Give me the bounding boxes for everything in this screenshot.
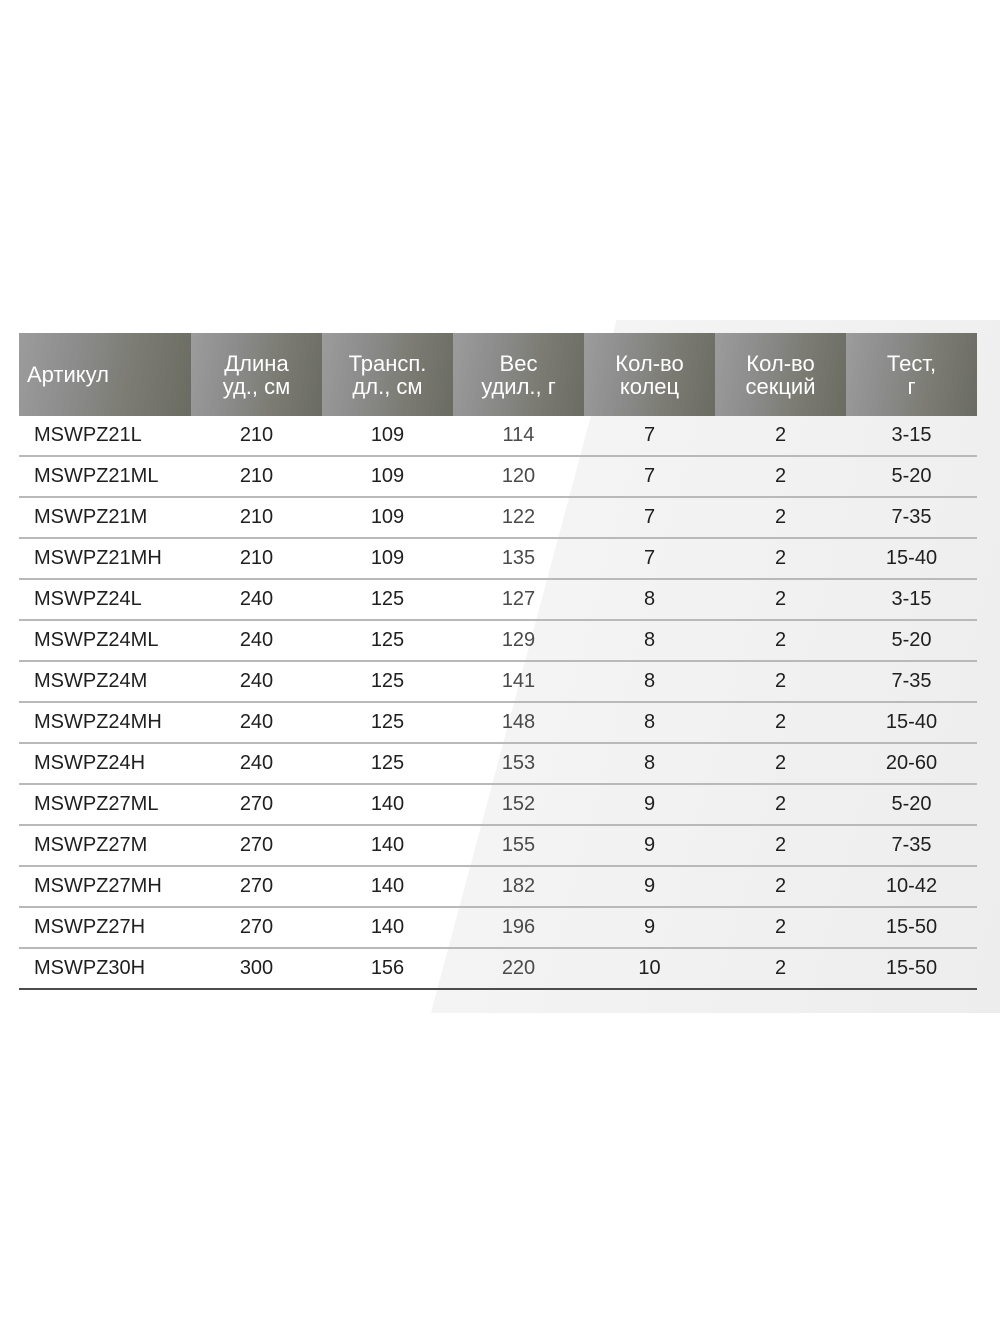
cell-test: 10-42 [846, 866, 977, 907]
table-header-row [19, 333, 977, 416]
cell-transport-length: 109 [322, 416, 453, 456]
table-row [19, 497, 977, 538]
cell-test: 7-35 [846, 661, 977, 702]
cell-rings: 8 [584, 620, 715, 661]
cell-length: 240 [191, 620, 322, 661]
cell-transport-length: 125 [322, 620, 453, 661]
cell-transport-length: 140 [322, 866, 453, 907]
cell-length: 210 [191, 456, 322, 497]
cell-test: 15-50 [846, 948, 977, 989]
table-row [19, 416, 977, 456]
cell-sections: 2 [715, 579, 846, 620]
cell-article: MSWPZ24H [19, 743, 191, 784]
header-test-label: Тест, г [886, 350, 937, 399]
cell-weight: 120 [453, 456, 584, 497]
cell-weight: 141 [453, 661, 584, 702]
table-row [19, 825, 977, 866]
table-row [19, 538, 977, 579]
cell-weight: 152 [453, 784, 584, 825]
cell-sections: 2 [715, 497, 846, 538]
cell-sections: 2 [715, 456, 846, 497]
cell-weight: 114 [453, 416, 584, 456]
cell-test: 20-60 [846, 743, 977, 784]
cell-length: 240 [191, 743, 322, 784]
cell-weight: 135 [453, 538, 584, 579]
header-transport-length-label: Трансп. дл., см [348, 350, 427, 399]
cell-sections: 2 [715, 784, 846, 825]
cell-length: 270 [191, 907, 322, 948]
table-row [19, 579, 977, 620]
cell-transport-length: 140 [322, 825, 453, 866]
header-rings [584, 333, 715, 416]
cell-length: 270 [191, 866, 322, 907]
table-row [19, 456, 977, 497]
cell-article: MSWPZ27MH [19, 866, 191, 907]
cell-test: 15-40 [846, 538, 977, 579]
cell-article: MSWPZ21MH [19, 538, 191, 579]
cell-rings: 8 [584, 702, 715, 743]
header-sections-label: Кол-во секций [745, 350, 816, 399]
cell-article: MSWPZ21ML [19, 456, 191, 497]
cell-transport-length: 125 [322, 743, 453, 784]
cell-article: MSWPZ21L [19, 416, 191, 456]
cell-weight: 129 [453, 620, 584, 661]
header-length [191, 333, 322, 416]
cell-article: MSWPZ30H [19, 948, 191, 989]
header-transport-length [322, 333, 453, 416]
cell-article: MSWPZ24ML [19, 620, 191, 661]
cell-length: 240 [191, 702, 322, 743]
cell-test: 5-20 [846, 456, 977, 497]
cell-article: MSWPZ27ML [19, 784, 191, 825]
table-row [19, 907, 977, 948]
cell-rings: 9 [584, 825, 715, 866]
cell-length: 270 [191, 825, 322, 866]
header-length-label: Длина уд., см [222, 350, 291, 399]
cell-rings: 8 [584, 743, 715, 784]
cell-weight: 196 [453, 907, 584, 948]
table-row [19, 784, 977, 825]
cell-rings: 9 [584, 784, 715, 825]
cell-transport-length: 140 [322, 907, 453, 948]
cell-transport-length: 109 [322, 497, 453, 538]
cell-sections: 2 [715, 661, 846, 702]
cell-article: MSWPZ24M [19, 661, 191, 702]
cell-rings: 9 [584, 866, 715, 907]
cell-sections: 2 [715, 416, 846, 456]
table-row [19, 661, 977, 702]
cell-test: 3-15 [846, 579, 977, 620]
header-weight [453, 333, 584, 416]
cell-weight: 148 [453, 702, 584, 743]
cell-length: 240 [191, 579, 322, 620]
cell-length: 300 [191, 948, 322, 989]
cell-length: 270 [191, 784, 322, 825]
header-rings-label: Кол-во колец [615, 350, 684, 399]
table-row [19, 866, 977, 907]
cell-test: 7-35 [846, 825, 977, 866]
cell-rings: 9 [584, 907, 715, 948]
cell-rings: 8 [584, 661, 715, 702]
table-row [19, 948, 977, 989]
cell-article: MSWPZ27H [19, 907, 191, 948]
cell-weight: 182 [453, 866, 584, 907]
cell-sections: 2 [715, 866, 846, 907]
cell-sections: 2 [715, 907, 846, 948]
cell-test: 15-40 [846, 702, 977, 743]
cell-test: 7-35 [846, 497, 977, 538]
cell-test: 3-15 [846, 416, 977, 456]
cell-length: 210 [191, 538, 322, 579]
cell-sections: 2 [715, 825, 846, 866]
cell-article: MSWPZ27M [19, 825, 191, 866]
cell-sections: 2 [715, 702, 846, 743]
cell-length: 210 [191, 497, 322, 538]
table-row [19, 702, 977, 743]
cell-article: MSWPZ21M [19, 497, 191, 538]
cell-rings: 10 [584, 948, 715, 989]
header-weight-label: Вес удил., г [481, 350, 556, 399]
cell-article: MSWPZ24L [19, 579, 191, 620]
cell-transport-length: 125 [322, 702, 453, 743]
table-row [19, 620, 977, 661]
header-sections [715, 333, 846, 416]
cell-test: 5-20 [846, 784, 977, 825]
cell-rings: 7 [584, 416, 715, 456]
cell-rings: 7 [584, 456, 715, 497]
cell-length: 210 [191, 416, 322, 456]
table-row [19, 743, 977, 784]
cell-sections: 2 [715, 948, 846, 989]
cell-transport-length: 156 [322, 948, 453, 989]
rod-specs-table [19, 333, 977, 990]
cell-transport-length: 125 [322, 661, 453, 702]
cell-rings: 8 [584, 579, 715, 620]
header-test [846, 333, 977, 416]
cell-transport-length: 109 [322, 456, 453, 497]
cell-weight: 220 [453, 948, 584, 989]
cell-sections: 2 [715, 620, 846, 661]
cell-transport-length: 140 [322, 784, 453, 825]
cell-transport-length: 109 [322, 538, 453, 579]
cell-test: 15-50 [846, 907, 977, 948]
header-article [19, 333, 191, 416]
table-body [19, 416, 977, 989]
cell-length: 240 [191, 661, 322, 702]
cell-sections: 2 [715, 743, 846, 784]
cell-rings: 7 [584, 538, 715, 579]
cell-weight: 153 [453, 743, 584, 784]
cell-weight: 122 [453, 497, 584, 538]
cell-weight: 127 [453, 579, 584, 620]
cell-transport-length: 125 [322, 579, 453, 620]
cell-sections: 2 [715, 538, 846, 579]
cell-rings: 7 [584, 497, 715, 538]
cell-article: MSWPZ24MH [19, 702, 191, 743]
cell-weight: 155 [453, 825, 584, 866]
header-article-label: Артикул [27, 362, 110, 387]
cell-test: 5-20 [846, 620, 977, 661]
